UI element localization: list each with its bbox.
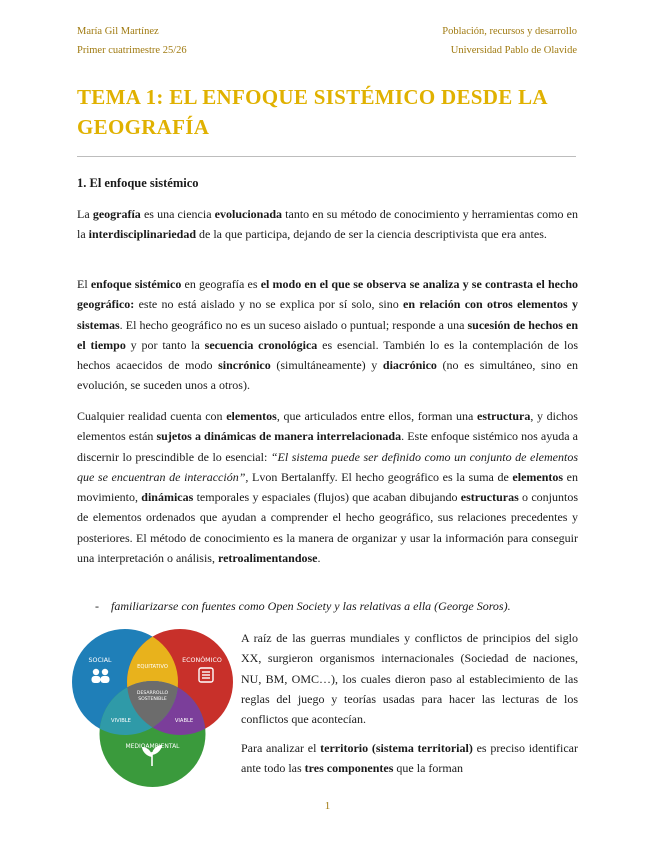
- center-label-line1: DESARROLLO: [136, 691, 169, 696]
- term-label: Primer cuatrimestre 25/26: [77, 45, 187, 56]
- side-paragraph-1: A raíz de las guerras mundiales y conflictos de principios del siglo XX, surgieron organismos internacionales (Sociedad de naciones, NU, BM, OMC…), los cuales dieron paso al establecimiento de las reglas del juego y teorías usadas para hacer las lecturas de los conflictos que acontecían.: [241, 631, 578, 727]
- paragraph-1: La geografía es una ciencia evolucionada tanto en su método de conocimiento y herramientas como en la interdisciplinariedad de la que participa, dejando de ser la ciencia descriptivista que era antes.: [77, 207, 579, 242]
- header-left: [77, 22, 187, 60]
- bullet-text: familiarizarse con fuentes como Open Society y las relativas a ella (George Soros).: [111, 599, 511, 613]
- sustainability-venn-diagram: [70, 624, 235, 794]
- bullet-item: [95, 599, 511, 614]
- section-heading: 1. El enfoque sistémico: [77, 176, 199, 190]
- page-number: 1: [324, 800, 331, 812]
- environmental-label: MEDIOAMBIENTAL: [125, 743, 180, 750]
- paragraph-2: El enfoque sistémico en geografía es el modo en el que se observa se analiza y se contrasta el hecho geográfico: este no está aislado y no se explica por sí solo, sino en relación con otros elementos y sistemas. El hecho geográfico no es un suceso aislado o puntual; responde a una sucesión de hechos en el tiempo y por tanto la secuencia cronológica es esencial. También lo es la contemplación de los hechos acaecidos de modo sincrónico (simultáneamente) y diacrónico (no es simultáneo, sino en evolución, se suceden unos a otros).: [77, 277, 579, 393]
- header-right: [442, 22, 577, 60]
- author-name: María Gil Martínez: [77, 26, 159, 37]
- course-name: Población, recursos y desarrollo: [442, 26, 577, 37]
- university-name: Universidad Pablo de Olavide: [450, 45, 577, 56]
- center-label-line2: SOSTENIBLE: [138, 697, 167, 702]
- title-divider: [77, 156, 576, 157]
- social-label: SOCIAL: [88, 657, 112, 664]
- page-title: TEMA 1: EL ENFOQUE SISTÉMICO DESDE LA GEOGRAFÍA: [77, 85, 547, 139]
- viable-label: VIABLE: [174, 718, 194, 724]
- paragraph-3: Cualquier realidad cuenta con elementos, que articulados entre ellos, forman una estructura, y dichos elementos están sujetos a dinámicas de manera interrelacionada. Este enfoque sistémico nos ayuda a discernir lo prescindible de lo esencial: “El sistema puede ser definido como un conjunto de elementos que se encuentran de interacción”, Lvon Bertalanffy. El hecho geográfico es la suma de elementos en movimiento, dinámicas temporales y espaciales (flujos) que acaban dibujando estructuras o conjuntos de elementos ordenados que ayudan a comprender el hecho geográfico, sus relaciones precedentes y posteriores. El método de conocimiento es la manera de organizar y usar la información para conseguir una interpretación o análisis, retroalimentandose.: [77, 409, 578, 566]
- economic-label: ECONÓMICO: [182, 657, 222, 664]
- side-paragraph-2: Para analizar el territorio (sistema territorial) es preciso identificar ante todo las tres componentes que la forman: [241, 741, 578, 776]
- equitable-label: EQUITATIVO: [137, 664, 168, 670]
- livable-label: VIVIBLE: [111, 718, 131, 724]
- bullet-dash: -: [95, 599, 99, 613]
